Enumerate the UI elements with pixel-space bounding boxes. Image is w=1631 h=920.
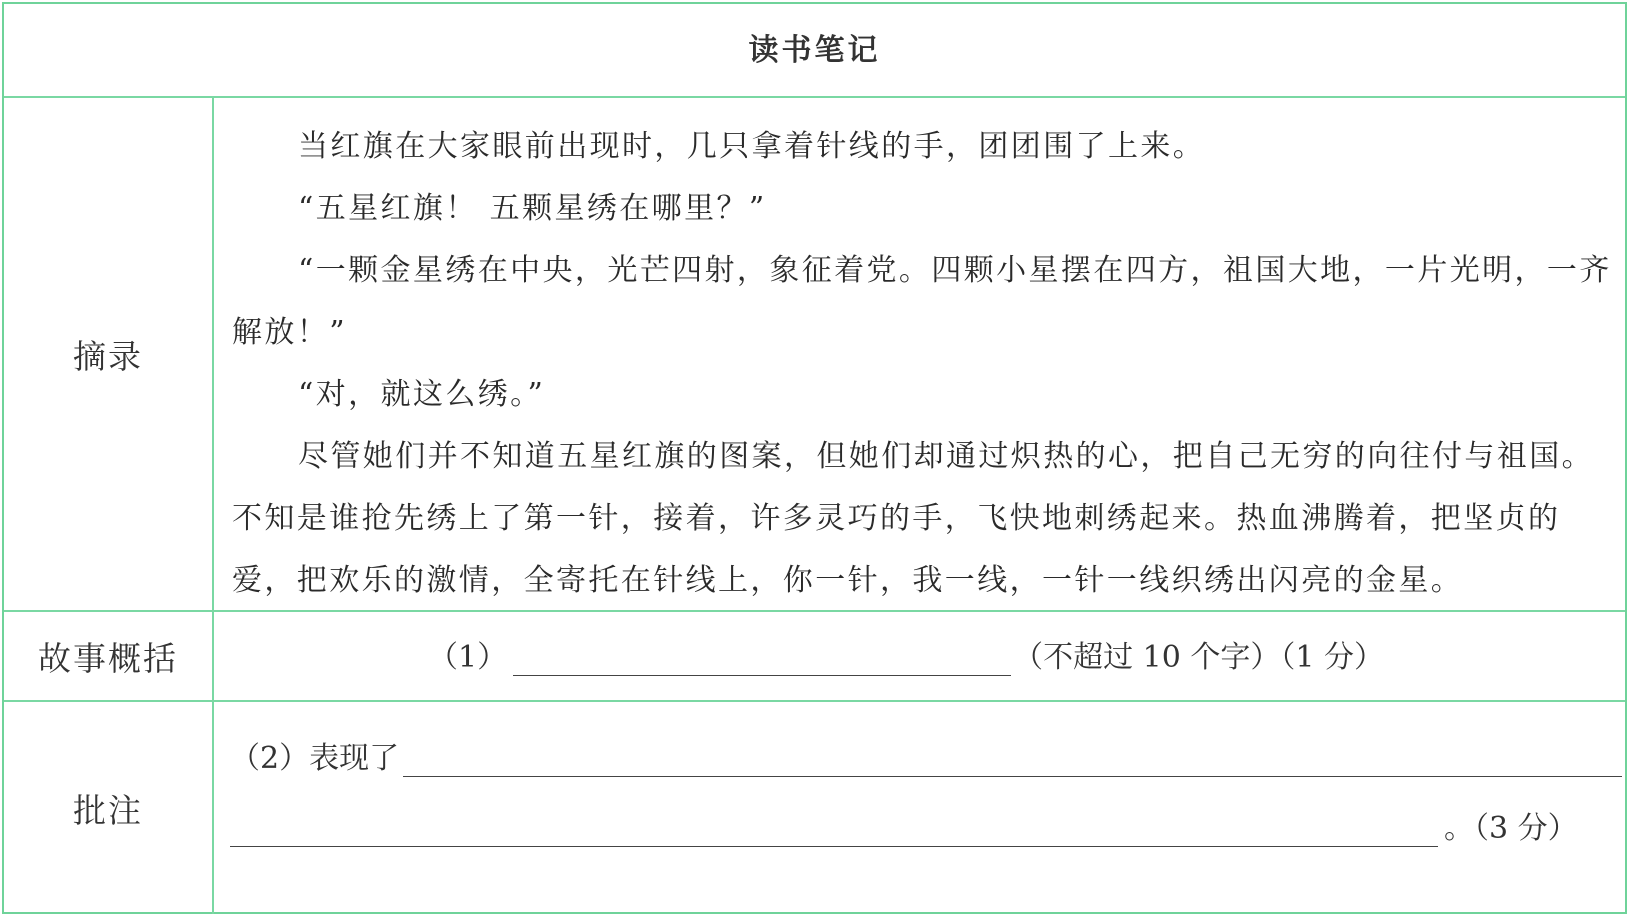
excerpt-label [4,98,212,610]
summary-label-text: 故事概括 [38,638,178,678]
annotation-label-text: 批注 [73,790,143,830]
summary-hint: （不超过 10 个字）（1 分） [1013,640,1384,675]
excerpt-paragraph: 当红旗在大家眼前出现时，几只拿着针线的手，团团围了上来。 [298,129,1206,164]
annotation-answer-blank-2[interactable] [230,802,1438,847]
excerpt-paragraph: “对，就这么绣。” [298,377,546,412]
annotation-prefix: 表现了 [309,741,400,776]
annotation-line-2 [230,802,1622,847]
annotation-answer-blank-1[interactable] [403,732,1622,777]
annotation-number: （2） [230,741,310,776]
annotation-label [4,702,212,914]
reading-notes-table [2,2,1627,914]
annotation-end: 。（3 分） [1444,811,1578,846]
summary-answer-blank[interactable] [513,631,1011,676]
excerpt-content [232,116,1622,612]
summary-label [4,612,212,700]
summary-number: （1） [428,640,508,675]
row-divider-summary [4,700,1625,702]
summary-question [428,616,1384,676]
annotation-line-1 [230,732,1622,777]
column-divider [212,98,214,914]
excerpt-paragraph: “一颗金星绣在中央，光芒四射，象征着党。四颗小星摆在四方，祖国大地，一片光明，一齐解放！” [232,253,1612,350]
excerpt-paragraph: 尽管她们并不知道五星红旗的图案，但她们却通过炽热的心，把自己无穷的向往付与祖国。不知是谁抢先绣上了第一针，接着，许多灵巧的手，飞快地刺绣起来。热血沸腾着，把坚贞的爱，把欢乐的激情，全寄托在针线上，你一针，我一线，一针一线织绣出闪亮的金星。 [232,439,1594,598]
table-title: 读书笔记 [748,33,881,68]
excerpt-label-text: 摘录 [73,336,143,376]
table-header-row [4,4,1625,98]
excerpt-paragraph: “五星红旗！ 五颗星绣在哪里？” [298,191,767,226]
